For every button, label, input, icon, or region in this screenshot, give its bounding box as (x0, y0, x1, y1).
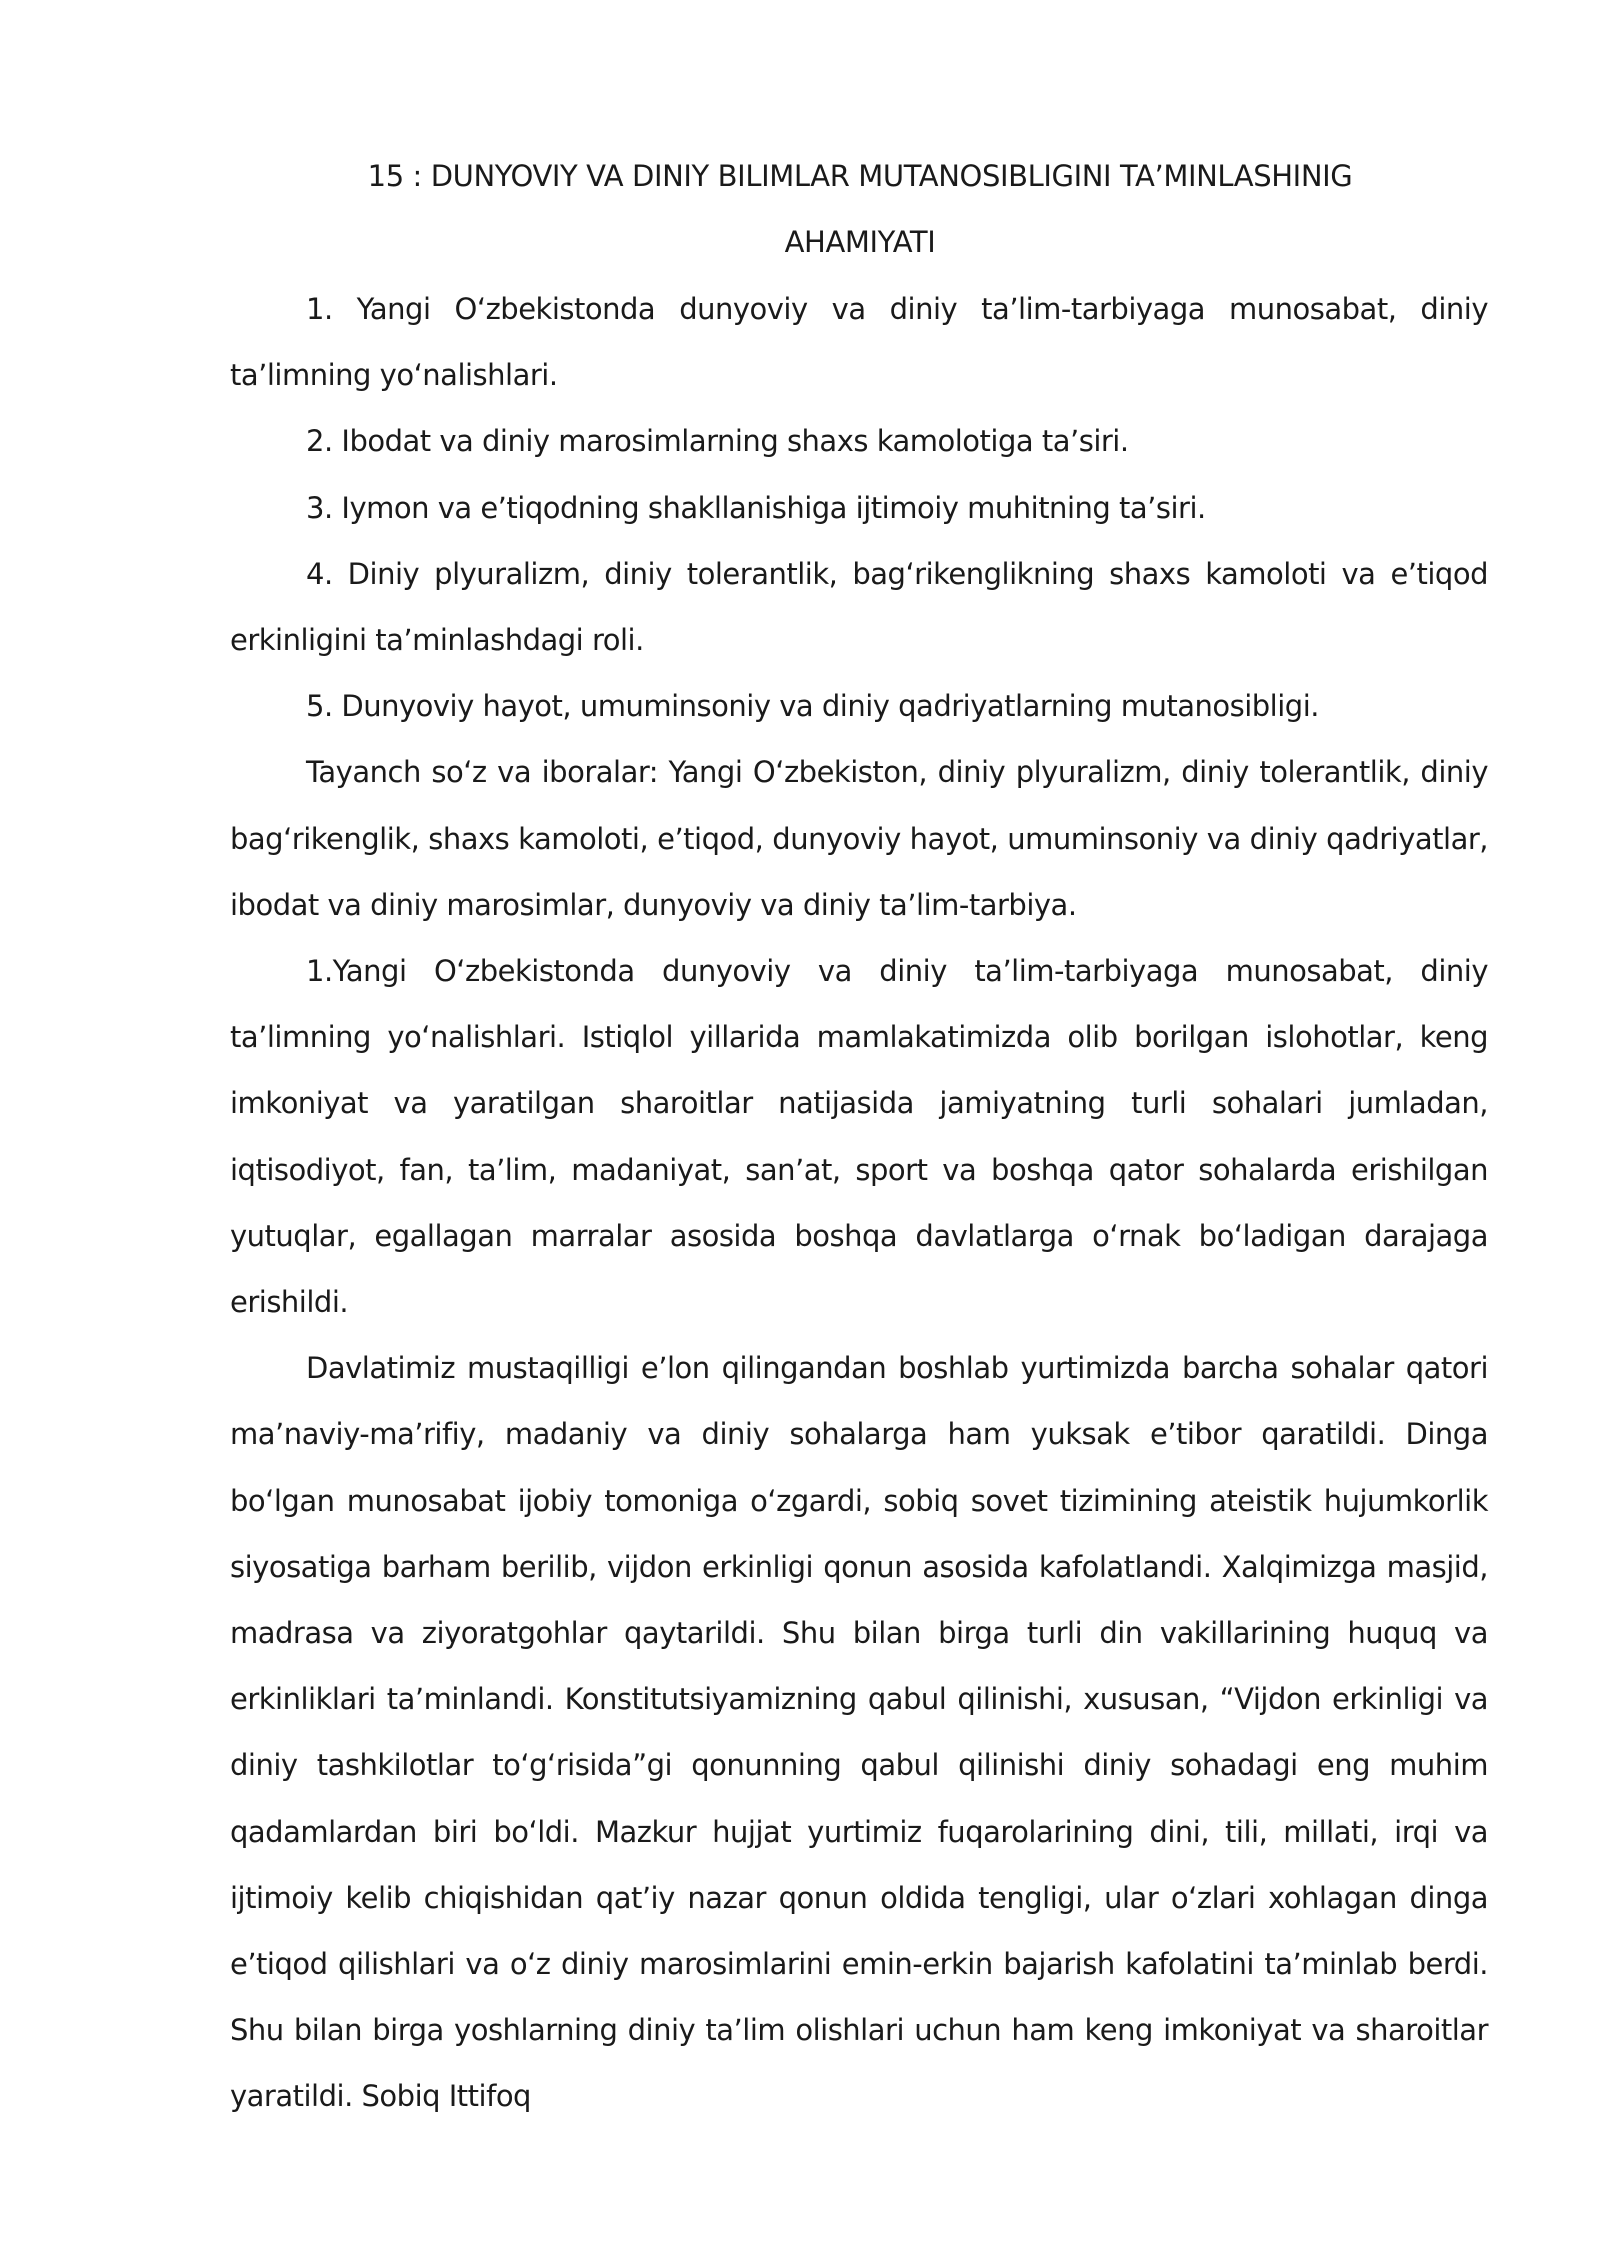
title-line-2: AHAMIYATI (784, 225, 936, 259)
keywords-paragraph: Tayanch so‘z va iboralar: Yangi O‘zbekiston, diniy plyuralizm, diniy tolerantlik, diniy bag‘rikenglik, shaxs kamoloti, e’tiqod, dunyoviy hayot, umuminsoniy va diniy qadriyatlar, ibodat va diniy marosimlar, dunyoviy va diniy ta’lim-tarbiya. (230, 755, 1488, 922)
question-3: 3. Iymon va e’tiqodning shakllanishiga ijtimoiy muhitning ta’siri. (306, 490, 1206, 525)
question-5: 5. Dunyoviy hayot, umuminsoniy va diniy qadriyatlarning mutanosibligi. (306, 689, 1319, 724)
document-body (230, 276, 1488, 2130)
body-paragraph: Davlatimiz mustaqilligi e’lon qilingandan boshlab yurtimizda barcha sohalar qatori ma’naviy-ma’rifiy, madaniy va diniy sohalarga ham yuksak e’tibor qaratildi. Dinga bo‘lgan munosabat ijobiy tomoniga o‘zgardi, sobiq sovet tizimining ateistik hujumkorlik siyosatiga barham berilib, vijdon erkinligi qonun asosida kafolatlandi. Xalqimizga masjid, madrasa va ziyoratgohlar qaytarildi. Shu bilan birga turli din vakillarining huquq va erkinliklari ta’minlandi. Konstitutsiyamizning qabul qilinishi, xususan, “Vijdon erkinligi va diniy tashkilotlar to‘g‘risida”gi qonunning qabul qilinishi diniy sohadagi eng muhim qadamlardan biri bo‘ldi. Mazkur hujjat yurtimiz fuqarolarining dini, tili, millati, irqi va ijtimoiy kelib chiqishidan qat’iy nazar qonun oldida tengligi, ular o‘zlari xohlagan dinga e’tiqod qilishlari va o‘z diniy marosimlarini emin-erkin bajarish kafolatini ta’minlab berdi. Shu bilan birga yoshlarning diniy ta’lim olishlari uchun ham keng imkoniyat va sharoitlar yaratildi. Sobiq Ittifoq (230, 1351, 1488, 2114)
question-1: 1. Yangi O‘zbekistonda dunyoviy va diniy ta’lim-tarbiyaga munosabat, diniy ta’limning yo‘nalishlari. (230, 292, 1488, 393)
section-1-paragraph: 1.Yangi O‘zbekistonda dunyoviy va diniy ta’lim-tarbiyaga munosabat, diniy ta’limning yo‘nalishlari. Istiqlol yillarida mamlakatimizda olib borilgan islohotlar, keng imkoniyat va yaratilgan sharoitlar natijasida jamiyatning turli sohalari jumladan, iqtisodiyot, fan, ta’lim, madaniyat, san’at, sport va boshqa qator sohalarda erishilgan yutuqlar, egallagan marralar asosida boshqa davlatlarga o‘rnak bo‘ladigan darajaga erishildi. (230, 954, 1488, 1320)
document-title (230, 143, 1490, 275)
title-line-1: 15 : DUNYOVIY VA DINIY BILIMLAR MUTANOSIBLIGINI TA’MINLASHINIG (367, 159, 1353, 193)
question-4: 4. Diniy plyuralizm, diniy tolerantlik, bag‘rikenglikning shaxs kamoloti va e’tiqod erkinligini ta’minlashdagi roli. (230, 556, 1488, 658)
question-2: 2. Ibodat va diniy marosimlarning shaxs kamolotiga ta’siri. (306, 424, 1129, 459)
